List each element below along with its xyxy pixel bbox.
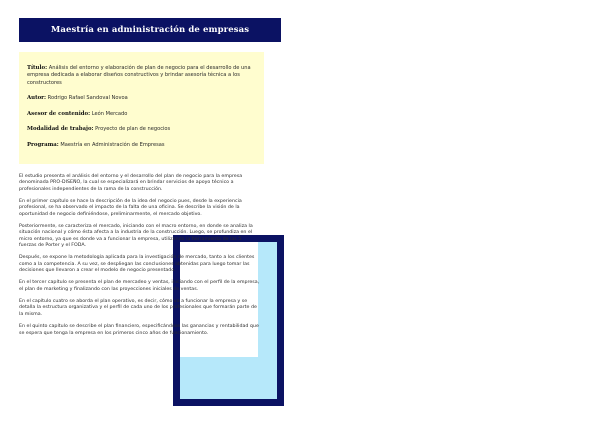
info-titulo xyxy=(27,65,264,87)
paragraph: En el quinto capítulo se describe el plan financiero, especificándose las ganancias y rentabilidad que se espera que tenga la empresa en los primeros cinco años de funcionamiento. xyxy=(19,324,259,336)
autor-label: Autor: xyxy=(27,95,47,102)
titulo-value: Análisis del entorno y elaboración de plan de negocio para el desarrollo de una empresa dedicada a elaborar diseños constructivos y brindar asesoría técnica a los constructores xyxy=(27,65,251,86)
paragraph: En el tercer capítulo se presenta el plan de mercadeo y ventas, iniciando con el perfil de la empresa, el plan de marketing y finalizando con las proyecciones iniciales de ventas. xyxy=(19,280,260,292)
asesor-value: León Mercado xyxy=(91,110,128,117)
titulo-label: Título: xyxy=(27,65,48,71)
info-box xyxy=(19,52,264,164)
paragraph: En el capítulo cuatro se aborda el plan operativo, es decir, cómo va a funcionar la empresa y se detalla la estructura organizativa y el perfil de cada uno de los profesionales que formarán parte de la misma. xyxy=(19,299,257,317)
title-banner xyxy=(19,18,281,42)
paragraph: Después, se expone la metodología aplicada para la investigación de mercado, tanto a los clientes como a la competencia. A su vez, se despliegan las conclusiones obtenidas para luego tomar las decisiones que llevaron a crear el modelo de negocio presentado. xyxy=(19,255,255,274)
info-programa xyxy=(27,142,264,149)
info-autor xyxy=(27,95,264,102)
paragraph: En el primer capítulo se hace la descripción de la idea del negocio pues, desde la experiencia profesional, se ha observado el impacto de la falta de una oficina. Se describe la visión de la oportunidad de negocio definiéndose, preliminarmente, el mercado objetivo. xyxy=(19,199,242,217)
asesor-label: Asesor de contenido: xyxy=(27,110,91,117)
abstract-body xyxy=(19,174,260,343)
info-asesor xyxy=(27,111,264,118)
paragraph: El estudio presenta el análisis del entorno y el desarrollo del plan de negocio para la empresa denominada PRO-DISEÑO, la cual se especializará en brindar servicios de apoyo técnico a profesionales independientes de la rama de la construcción. xyxy=(19,174,243,192)
modalidad-value: Proyecto de plan de negocios xyxy=(95,126,171,133)
autor-value: Rodrigo Rafael Sandoval Novoa xyxy=(47,95,128,102)
paragraph: Posteriormente, se caracteriza el mercado, iniciando con el macro entorno, en donde se analiza la situación nacional y cómo ésta afecta a la industria de la construcción. Luego, se profundiza en el micro entorno, ya que es donde va a funcionar la empresa, utilizando la herramienta de las 5 fuerzas de Porter y el FODA. xyxy=(19,224,253,249)
page-title: Maestría en administración de empresas xyxy=(50,25,250,35)
programa-value: Maestría en Administración de Empresas xyxy=(60,141,165,148)
info-modalidad xyxy=(27,126,264,133)
programa-label: Programa: xyxy=(27,141,59,148)
modalidad-label: Modalidad de trabajo: xyxy=(27,126,94,133)
